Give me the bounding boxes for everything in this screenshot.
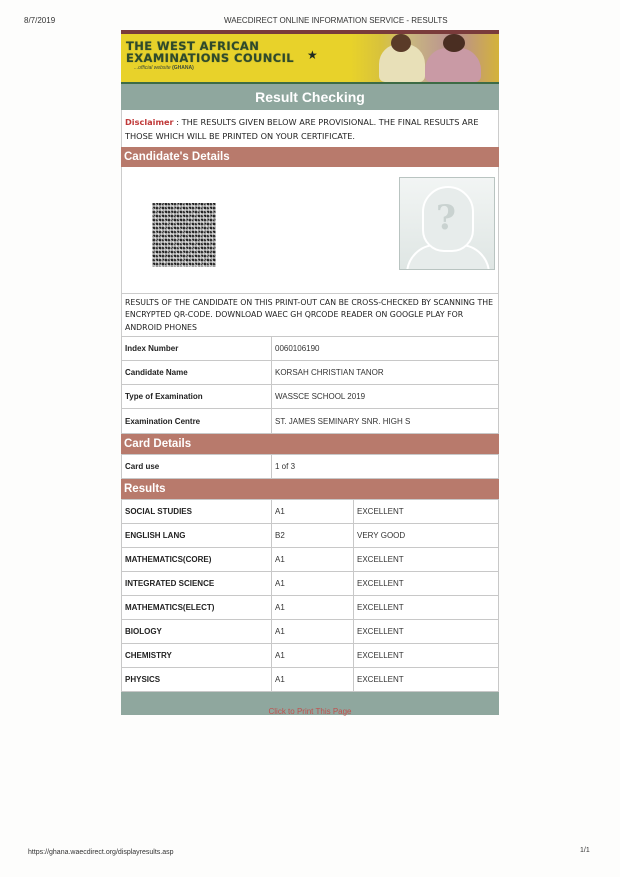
grade-cell: B2 xyxy=(272,523,354,547)
table-row xyxy=(122,336,499,360)
table-row xyxy=(122,361,499,385)
subject-cell: CHEMISTRY xyxy=(122,643,272,667)
subject-cell: MATHEMATICS(CORE) xyxy=(122,547,272,571)
remark-cell: EXCELLENT xyxy=(354,499,499,523)
grade-cell: A1 xyxy=(272,499,354,523)
exam-centre-label: Examination Centre xyxy=(122,409,272,433)
table-row xyxy=(122,619,499,643)
student-figure-2 xyxy=(425,48,481,82)
star-icon: ★ xyxy=(307,48,318,62)
avatar-placeholder-icon xyxy=(399,177,495,270)
print-header-title: WAECDIRECT ONLINE INFORMATION SERVICE - RESULTS xyxy=(224,16,448,25)
print-page-link[interactable]: Click to Print This Page xyxy=(268,706,352,716)
question-mark-icon: ? xyxy=(436,198,456,238)
subject-cell: MATHEMATICS(ELECT) xyxy=(122,595,272,619)
table-row xyxy=(122,409,499,433)
table-row xyxy=(122,571,499,595)
table-row xyxy=(122,595,499,619)
candidate-name-label: Candidate Name xyxy=(122,361,272,385)
remark-cell: EXCELLENT xyxy=(354,667,499,691)
candidate-name-value: KORSAH CHRISTIAN TANOR xyxy=(272,361,499,385)
banner-students-photo xyxy=(351,34,499,82)
table-row xyxy=(122,454,499,478)
student-head-1 xyxy=(391,34,411,52)
grade-cell: A1 xyxy=(272,595,354,619)
table-row xyxy=(122,499,499,523)
index-number-label: Index Number xyxy=(122,336,272,360)
banner-logo-text xyxy=(126,40,294,71)
disclaimer-text: THE RESULTS GIVEN BELOW ARE PROVISIONAL. THE FINAL RESULTS ARE THOSE WHICH WILL BE PRINTED ON YOUR CERTIFICATE. xyxy=(125,117,479,141)
qr-code-icon xyxy=(152,203,216,267)
candidate-details-header: Candidate's Details xyxy=(121,147,499,167)
table-row xyxy=(122,547,499,571)
results-table xyxy=(121,499,499,692)
banner-subtitle xyxy=(134,65,294,71)
print-page-number: 1/1 xyxy=(580,847,590,854)
subject-cell: INTEGRATED SCIENCE xyxy=(122,571,272,595)
grade-cell: A1 xyxy=(272,667,354,691)
grade-cell: A1 xyxy=(272,547,354,571)
waec-banner xyxy=(121,30,499,82)
remark-cell: EXCELLENT xyxy=(354,619,499,643)
result-sheet xyxy=(121,30,499,715)
remark-cell: VERY GOOD xyxy=(354,523,499,547)
print-bar xyxy=(121,692,499,715)
exam-type-value: WASSCE SCHOOL 2019 xyxy=(272,385,499,409)
subject-cell: BIOLOGY xyxy=(122,619,272,643)
banner-sub-country: (GHANA) xyxy=(172,65,194,71)
remark-cell: EXCELLENT xyxy=(354,571,499,595)
remark-cell: EXCELLENT xyxy=(354,643,499,667)
results-header: Results xyxy=(121,479,499,499)
index-number-value: 0060106190 xyxy=(272,336,499,360)
disclaimer xyxy=(121,110,499,147)
banner-line-2: EXAMINATIONS COUNCIL xyxy=(126,51,295,65)
subject-cell: SOCIAL STUDIES xyxy=(122,499,272,523)
banner-line-1: THE WEST AFRICAN xyxy=(126,39,260,53)
table-row xyxy=(122,385,499,409)
card-use-value: 1 of 3 xyxy=(272,454,499,478)
subject-cell: ENGLISH LANG xyxy=(122,523,272,547)
subject-cell: PHYSICS xyxy=(122,667,272,691)
card-details-table xyxy=(121,454,499,479)
print-date: 8/7/2019 xyxy=(24,16,56,25)
banner-sub-prefix: ...official website xyxy=(134,65,171,71)
grade-cell: A1 xyxy=(272,643,354,667)
exam-centre-value: ST. JAMES SEMINARY SNR. HIGH S xyxy=(272,409,499,433)
page-title: Result Checking xyxy=(121,84,499,110)
table-row xyxy=(122,643,499,667)
card-use-label: Card use xyxy=(122,454,272,478)
grade-cell: A1 xyxy=(272,571,354,595)
print-footer-url: https://ghana.waecdirect.org/displayresults.asp xyxy=(28,849,174,856)
student-head-2 xyxy=(443,34,465,52)
table-row xyxy=(122,667,499,691)
candidate-details-table xyxy=(121,336,499,434)
remark-cell: EXCELLENT xyxy=(354,547,499,571)
qr-note: RESULTS OF THE CANDIDATE ON THIS PRINT-OUT CAN BE CROSS-CHECKED BY SCANNING THE ENCRYPTED QR-CODE. DOWNLOAD WAEC GH QRCODE READER ON GOOGLE PLAY FOR ANDROID PHONES xyxy=(121,294,499,336)
card-details-header: Card Details xyxy=(121,434,499,454)
candidate-media-box xyxy=(121,167,499,294)
remark-cell: EXCELLENT xyxy=(354,595,499,619)
disclaimer-separator: : xyxy=(173,117,182,127)
table-row xyxy=(122,523,499,547)
exam-type-label: Type of Examination xyxy=(122,385,272,409)
disclaimer-label: Disclaimer xyxy=(125,117,174,127)
grade-cell: A1 xyxy=(272,619,354,643)
